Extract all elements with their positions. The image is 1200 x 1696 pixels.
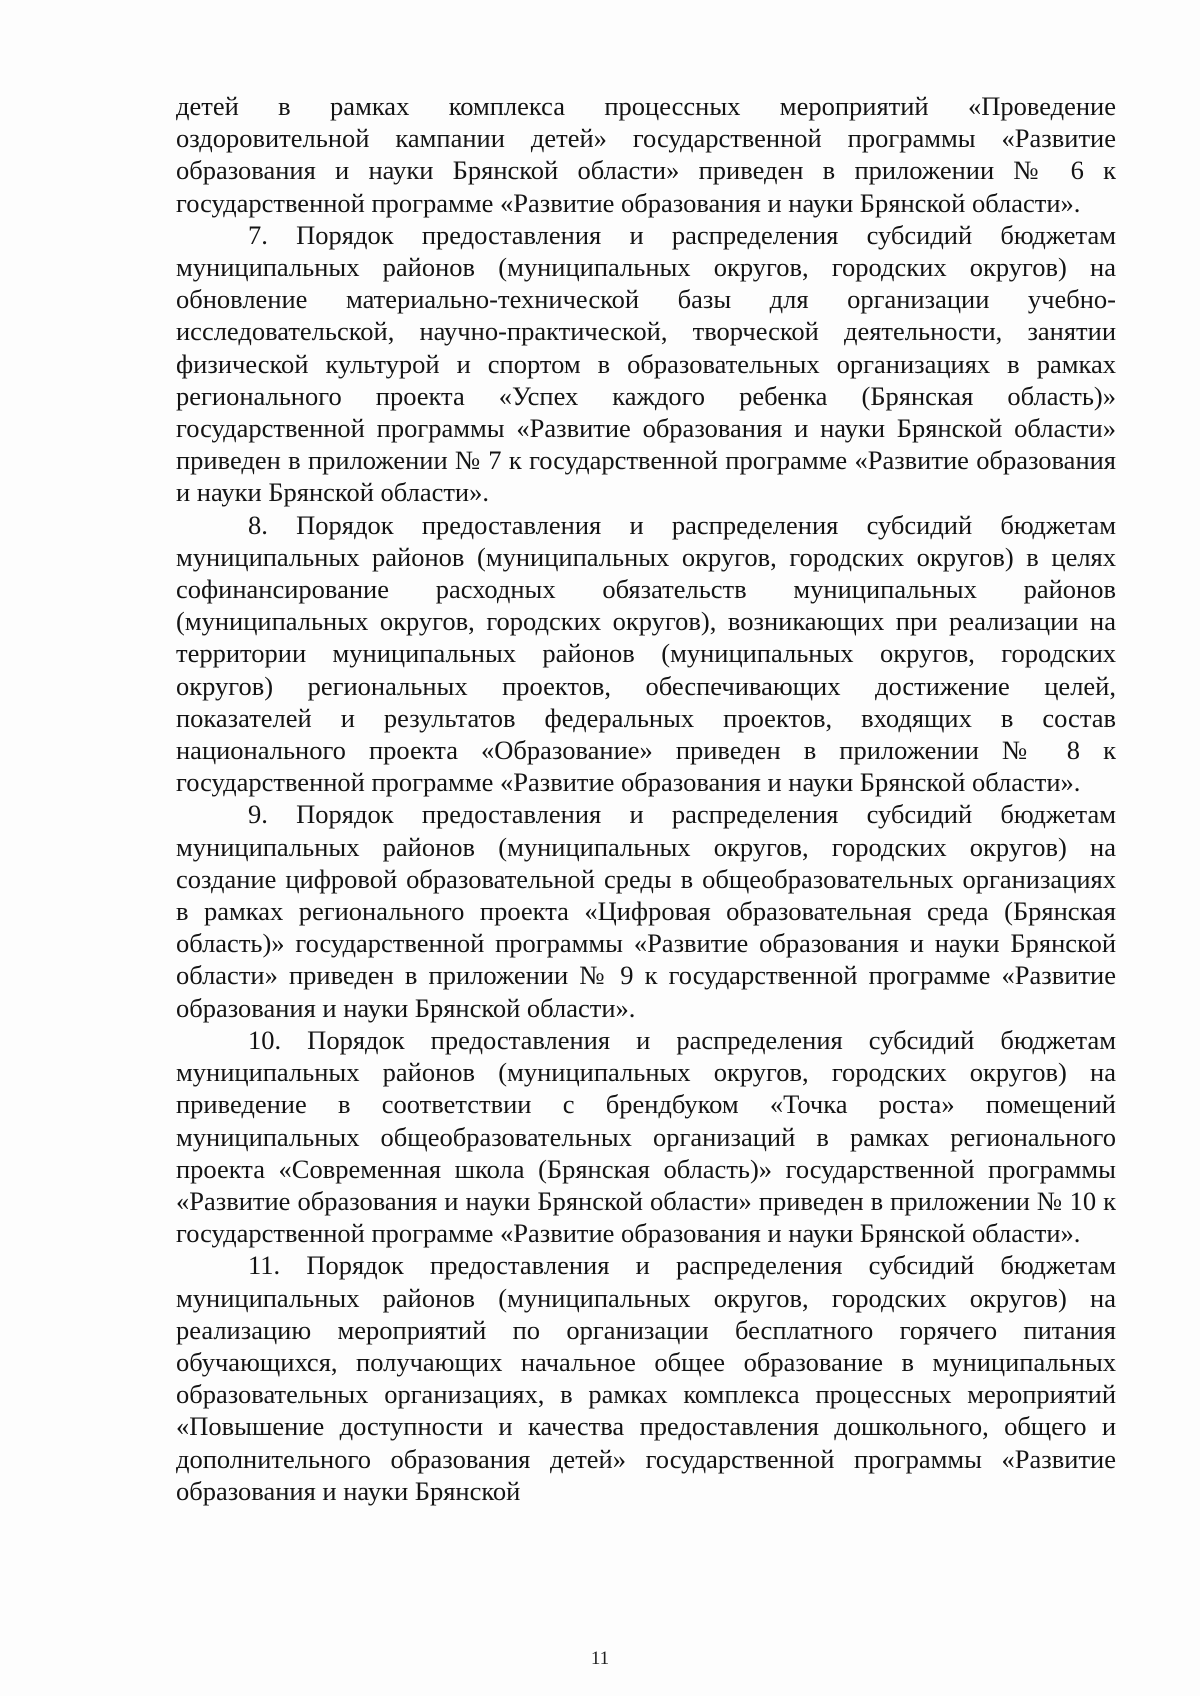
- paragraph-item-11: 11. Порядок предоставления и распределения субсидий бюджетам муниципальных районов (муниципальных округов, городских округов) на реализацию мероприятий по организации бесплатного горячего питания обучающихся, получающих начальное общее образование в муниципальных образовательных организациях, в рамках комплекса процессных мероприятий «Повышение доступности и качества предоставления дошкольного, общего и дополнительного образования детей» государственной программы «Развитие образования и науки Брянской: [176, 1250, 1116, 1506]
- page-number: 11: [590, 1648, 610, 1669]
- paragraph-item-9: 9. Порядок предоставления и распределения субсидий бюджетам муниципальных районов (муниципальных округов, городских округов) на создание цифровой образовательной среды в общеобразовательных организациях в рамках регионального проекта «Цифровая образовательная среда (Брянская область)» государственной программы «Развитие образования и науки Брянской области» приведен в приложении № 9 к государственной программе «Развитие образования и науки Брянской области».: [176, 799, 1116, 1023]
- paragraph-item-7: 7. Порядок предоставления и распределения субсидий бюджетам муниципальных районов (муниципальных округов, городских округов) на обновление материально-технической базы для организации учебно-исследовательской, научно-практической, творческой деятельности, занятии физической культурой и спортом в образовательных организациях в рамках регионального проекта «Успех каждого ребенка (Брянская область)» государственной программы «Развитие образования и науки Брянской области» приведен в приложении № 7 к государственной программе «Развитие образования и науки Брянской области».: [176, 219, 1116, 508]
- paragraph-continuation: детей в рамках комплекса процессных мероприятий «Проведение оздоровительной кампании детей» государственной программы «Развитие образования и науки Брянской области» приведен в приложении № 6 к государственной программе «Развитие образования и науки Брянской области».: [176, 91, 1116, 218]
- paragraph-item-10: 10. Порядок предоставления и распределения субсидий бюджетам муниципальных районов (муниципальных округов, городских округов) на приведение в соответствии с брендбуком «Точка роста» помещений муниципальных общеобразовательных организаций в рамках регионального проекта «Современная школа (Брянская область)» государственной программы «Развитие образования и науки Брянской области» приведен в приложении № 10 к государственной программе «Развитие образования и науки Брянской области».: [176, 1024, 1116, 1249]
- paragraph-item-8: 8. Порядок предоставления и распределения субсидий бюджетам муниципальных районов (муниципальных округов, городских округов) в целях софинансирование расходных обязательств муниципальных районов (муниципальных округов, городских округов), возникающих при реализации на территории муниципальных районов (муниципальных округов, городских округов) региональных проектов, обеспечивающих достижение целей, показателей и результатов федеральных проектов, входящих в состав национального проекта «Образование» приведен в приложении № 8 к государственной программе «Развитие образования и науки Брянской области».: [176, 509, 1116, 798]
- document-body: [176, 90, 1116, 1507]
